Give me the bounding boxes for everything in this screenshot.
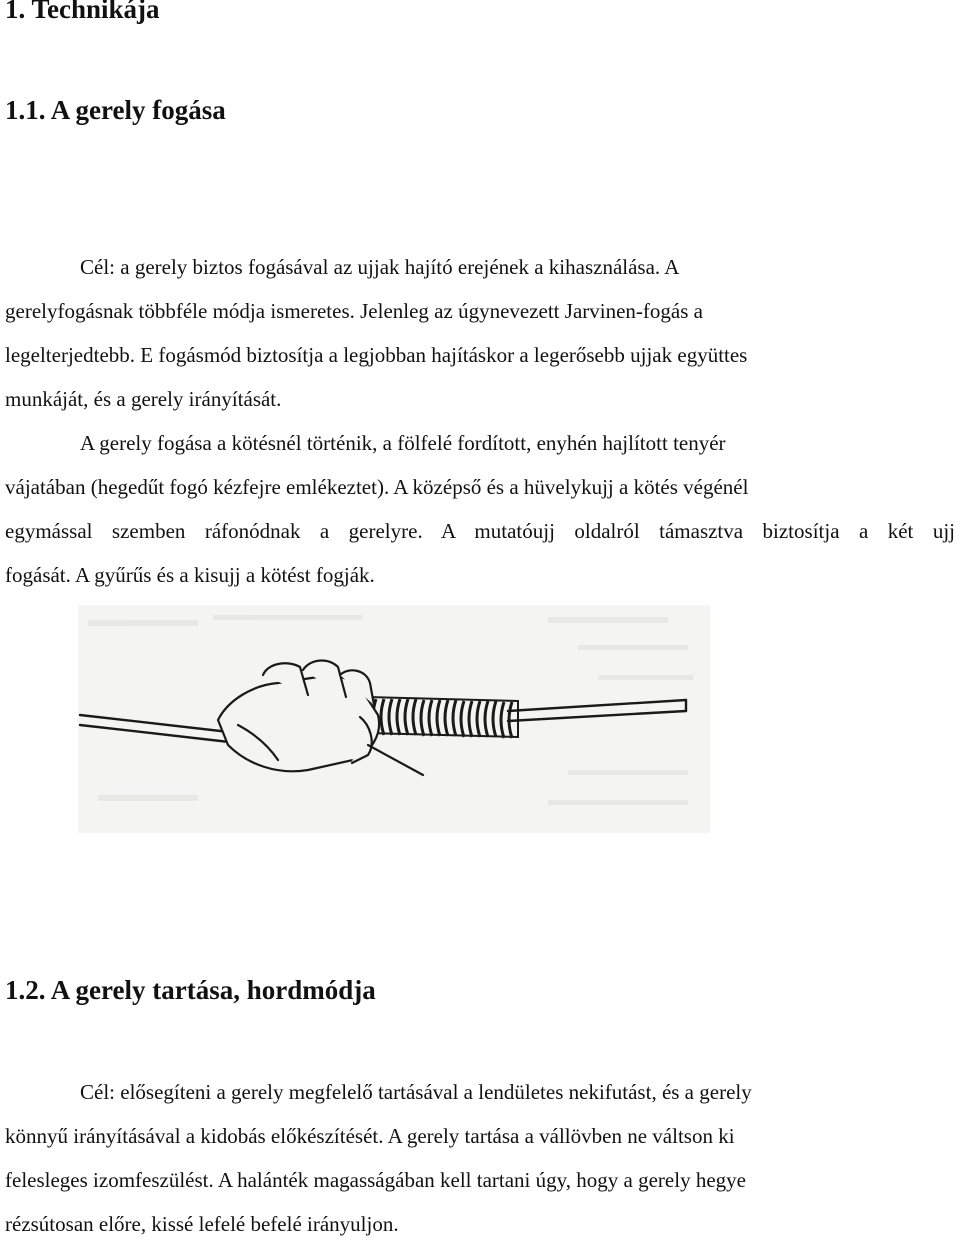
section-heading-grip: 1.1. A gerely fogása <box>5 95 226 125</box>
section-heading-carry: 1.2. A gerely tartása, hordmódja <box>5 975 376 1005</box>
paragraph-line: munkáját, és a gerely irányítását. <box>5 387 282 411</box>
paragraph-line: Cél: a gerely biztos fogásával az ujjak hajító erejének a kihasználása. A <box>80 255 680 279</box>
paragraph-line: fogását. A gyűrűs és a kisujj a kötést fogják. <box>5 563 375 587</box>
paragraph-line: A gerely fogása a kötésnél történik, a fölfelé fordított, enyhén hajlított tenyér <box>80 431 726 455</box>
paragraph-line: gerelyfogásnak többféle módja ismeretes. Jelenleg az úgynevezett Jarvinen-fogás a <box>5 299 703 323</box>
page-heading: 1. Technikája <box>5 0 160 24</box>
paragraph-line: legelterjedtebb. E fogásmód biztosítja a legjobban hajításkor a legerősebb ujjak együttes <box>5 343 748 367</box>
javelin-grip-illustration <box>78 605 710 833</box>
paragraph-line: felesleges izomfeszülést. A halánték magasságában kell tartani úgy, hogy a gerely hegye <box>5 1168 746 1192</box>
paragraph-line: egymással szemben ráfonódnak a gerelyre. A mutatóujj oldalról támasztva biztosítja a két ujj <box>5 519 955 543</box>
paragraph-line: könnyű irányításával a kidobás előkészítését. A gerely tartása a vállövben ne váltson ki <box>5 1124 735 1148</box>
paragraph-line: rézsútosan előre, kissé lefelé befelé irányuljon. <box>5 1212 399 1236</box>
paragraph-line: vájatában (hegedűt fogó kézfejre emlékeztet). A középső és a hüvelykujj a kötés végénél <box>5 475 749 499</box>
hand-gripping-javelin-icon <box>78 605 710 833</box>
paragraph-line: Cél: elősegíteni a gerely megfelelő tartásával a lendületes nekifutást, és a gerely <box>80 1080 752 1104</box>
